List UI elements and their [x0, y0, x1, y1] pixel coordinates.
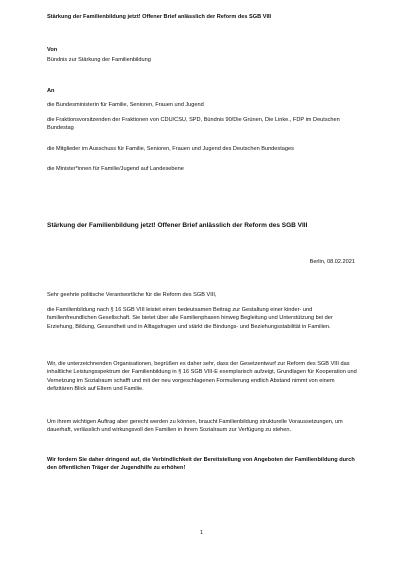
salutation: Sehr geehrte politische Verantwortliche für die Reform des SGB VIII, [47, 292, 217, 298]
body-paragraph: Um ihrem wichtigen Auftrag aber gerecht werden zu können, braucht Familienbildung strukturelle Voraussetzungen, um dauerhaft, verlässlich und wirkungsvoll den Familien in ihrem Sozialraum zur Verfügung zu stehen. [47, 419, 343, 434]
recipient-item: die Fraktionsvorsitzenden der Fraktionen von CDU/CSU, SPD, Bündnis 90/Die Grünen, Die Linke., FDP im Deutschen Bundestag [47, 117, 340, 132]
recipient-item: die Minister*innen für Familie/Jugend auf Landesebene [47, 166, 184, 172]
recipient-item: die Mitglieder im Ausschuss für Familie, Senioren, Frauen und Jugend des Deutschen Bundestages [47, 146, 294, 152]
letter-title: Stärkung der Familienbildung jetzt! Offener Brief anlässlich der Reform des SGB VIII [47, 222, 308, 229]
place-date: Berlin, 08.02.2021 [309, 259, 355, 265]
header-title: Stärkung der Familienbildung jetzt! Offener Brief anlässlich der Reform des SGB VIII [47, 14, 272, 20]
to-label: An [47, 88, 55, 94]
from-value: Bündnis zur Stärkung der Familienbildung [47, 57, 151, 63]
from-label: Von [47, 47, 58, 53]
body-paragraph: die Familienbildung nach § 16 SGB VIII leistet einen bedeutsamen Beitrag zur Gestaltung einer kinder- und familienfreundlichen Gesellschaft. Sie bietet über alle Familienphasen hinweg Begleitung und Unterstützung bei der Erziehung, Bildung, Gesundheit und in Alltagsfragen und stärkt die Bindungs- und Beziehungsstabilität in Familien. [47, 307, 333, 330]
recipient-item: die Bundesministerin für Familie, Senioren, Frauen und Jugend [47, 102, 204, 108]
page-number: 1 [199, 530, 204, 536]
body-paragraph: Wir, die unterzeichnenden Organisationen, begrüßen es daher sehr, dass der Gesetzentwurf zur Reform des SGB VIII das inhaltliche Leistungsspektrum der Familienbildung in § 16 SGB VIII-E exemplarisch aufzeigt, Grundlagen für Kooperation und Vernetzung im Sozialraum schafft und mit der neu vorgeschlagenen Formulierung endlich Abstand nimmt von einem defizitären Blick auf Eltern und Familie. [47, 361, 357, 393]
demand-paragraph: Wir fordern Sie daher dringend auf, die Verbindlichkeit der Bereitstellung von Angeboten der Familienbildung durch den öffentlichen Träger der Jugendhilfe zu erhöhen! [47, 457, 355, 472]
